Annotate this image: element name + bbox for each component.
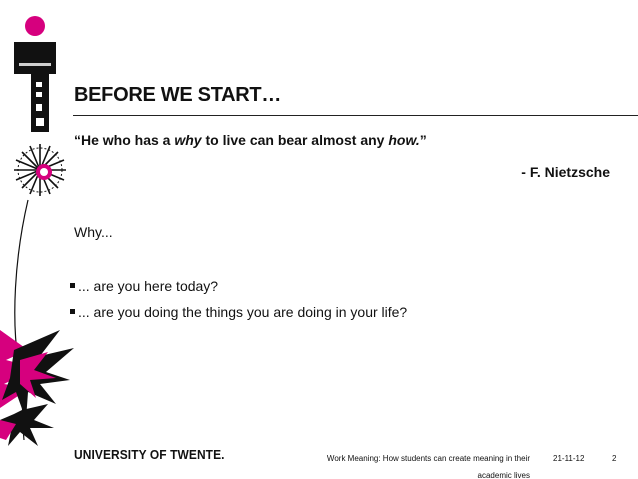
- why-heading: Why...: [74, 224, 113, 240]
- footer-title-line-1: Work Meaning: How students can create meaning in their: [326, 454, 530, 463]
- list-item: [70, 304, 407, 330]
- list-item-text: ... are you here today?: [78, 278, 219, 294]
- dandelion-icon: [14, 144, 66, 196]
- flower-cluster-icon: [0, 330, 74, 446]
- university-logo-decoration: [0, 0, 80, 479]
- footer-date: 21-11-12: [553, 454, 585, 463]
- slide-title: BEFORE WE START…: [74, 84, 282, 106]
- title-divider: [73, 115, 638, 116]
- question-list: [70, 278, 407, 330]
- square-bullet-icon: [70, 309, 75, 314]
- square-bullet-icon: [70, 283, 75, 288]
- university-name: UNIVERSITY OF TWENTE.: [74, 447, 225, 462]
- list-item-text: ... are you doing the things you are doing in your life?: [78, 304, 408, 320]
- quote-part-mid: to live can bear almost any: [201, 132, 389, 148]
- quote-part-close: ”: [419, 132, 427, 148]
- quote-author: - F. Nietzsche: [521, 164, 610, 180]
- logo-dot: [25, 16, 45, 36]
- list-item: [70, 278, 407, 304]
- quote-part-open: “He who has a: [74, 132, 175, 148]
- nietzsche-quote: [74, 132, 427, 148]
- page-number: 2: [612, 454, 617, 463]
- quote-emphasis-why: why: [174, 132, 202, 148]
- footer-presentation-title: [288, 450, 530, 479]
- footer-title-line-2: academic lives: [477, 471, 530, 479]
- quote-emphasis-how: how.: [388, 132, 420, 148]
- logo-block: [14, 42, 56, 74]
